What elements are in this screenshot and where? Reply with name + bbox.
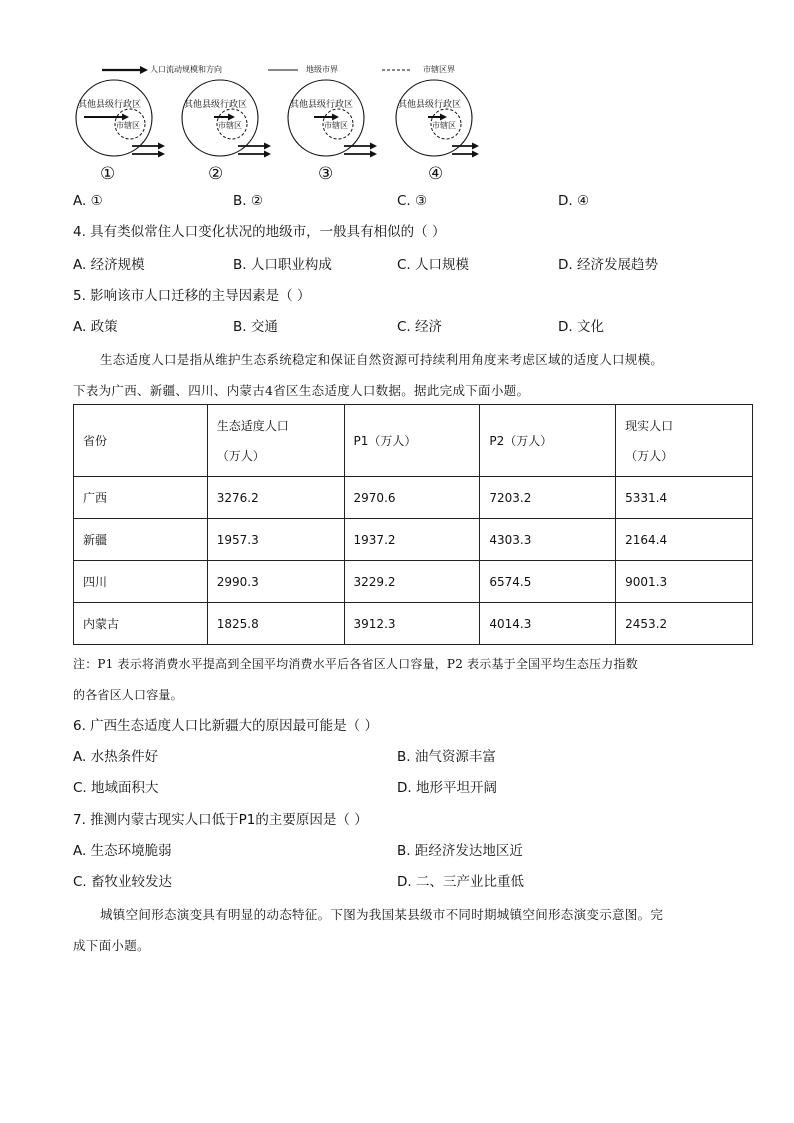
panel-number: ④ <box>428 164 444 184</box>
table-row <box>74 561 753 603</box>
header-eco-line-2: （万人） <box>216 448 265 463</box>
q3-option-a[interactable]: A. ① <box>73 193 103 209</box>
panel-1-graphic <box>72 78 174 184</box>
q3-option-c[interactable]: C. ③ <box>397 193 428 209</box>
q7-option-b[interactable]: B. 距经济发达地区近 <box>397 843 523 859</box>
cell-province: 广西 <box>74 477 208 519</box>
table-note-line-1: 注：P1 表示将消费水平提高到全国平均消费水平后各省区人口容量，P2 表示基于全国平均生态压力指数 <box>73 657 638 671</box>
header-eco-population <box>207 405 344 477</box>
table-note-line-2: 的各省区人口容量。 <box>73 688 183 702</box>
diagram-panel-4 <box>392 78 494 184</box>
intro-paragraph-line-2: 下表为广西、新疆、四川、内蒙古4省区生态适度人口数据。据此完成下面小题。 <box>73 383 530 398</box>
intro2-paragraph-line-1: 城镇空间形态演变具有明显的动态特征。下图为我国某县级市不同时期城镇空间形态演变示意图。完 <box>100 907 664 922</box>
panel-number: ① <box>100 164 116 184</box>
q7-option-d[interactable]: D. 二、三产业比重低 <box>397 874 524 890</box>
cell-p1: 3229.2 <box>344 561 480 603</box>
cell-eco: 3276.2 <box>207 477 344 519</box>
legend-district-label: 市辖区界 <box>423 65 455 74</box>
panel-number: ② <box>208 164 224 184</box>
q4-option-c[interactable]: C. 人口规模 <box>397 257 470 273</box>
cell-p2: 4303.3 <box>480 519 616 561</box>
table-header-row <box>74 405 753 477</box>
cell-province: 内蒙古 <box>74 603 208 645</box>
q5-option-c[interactable]: C. 经济 <box>397 319 443 335</box>
table-row <box>74 519 753 561</box>
q7-stem: 7. 推测内蒙古现实人口低于P1的主要原因是（ ） <box>73 812 368 828</box>
cell-real: 2453.2 <box>616 603 753 645</box>
cell-p1: 3912.3 <box>344 603 480 645</box>
outer-region-label: 其他县级行政区 <box>398 100 462 110</box>
q4-stem: 4. 具有类似常住人口变化状况的地级市，一般具有相似的（ ） <box>73 224 446 240</box>
eco-population-table <box>73 404 753 645</box>
outer-region-label: 其他县级行政区 <box>184 100 248 110</box>
panel-3-graphic <box>286 78 388 184</box>
cell-p1: 2970.6 <box>344 477 480 519</box>
legend-flow-label: 人口流动规模和方向 <box>150 65 222 74</box>
cell-p2: 7203.2 <box>480 477 616 519</box>
q3-option-b[interactable]: B. ② <box>233 193 263 209</box>
header-province: 省份 <box>74 405 208 477</box>
cell-eco: 1957.3 <box>207 519 344 561</box>
outer-region-label: 其他县级行政区 <box>290 100 354 110</box>
q4-option-d[interactable]: D. 经济发展趋势 <box>558 257 658 273</box>
cell-eco: 1825.8 <box>207 603 344 645</box>
outer-region-label: 其他县级行政区 <box>78 100 142 110</box>
cell-p2: 4014.3 <box>480 603 616 645</box>
panel-number: ③ <box>318 164 334 184</box>
table-row <box>74 603 753 645</box>
diagram-panel-3 <box>286 78 388 184</box>
cell-p1: 1937.2 <box>344 519 480 561</box>
diagram-panel-1 <box>72 78 174 184</box>
header-real-line-1: 现实人口 <box>625 418 674 433</box>
header-real-population <box>616 405 753 477</box>
inner-district-label: 市辖区 <box>432 121 456 130</box>
header-p2: P2（万人） <box>480 405 616 477</box>
legend-boundary-label: 地级市界 <box>306 65 338 74</box>
cell-real: 2164.4 <box>616 519 753 561</box>
cell-real: 9001.3 <box>616 561 753 603</box>
q6-stem: 6. 广西生态适度人口比新疆大的原因最可能是（ ） <box>73 718 378 734</box>
inner-district-label: 市辖区 <box>324 121 348 130</box>
cell-real: 5331.4 <box>616 477 753 519</box>
header-eco-line-1: 生态适度人口 <box>216 418 289 433</box>
panel-2-graphic <box>178 78 280 184</box>
cell-province: 新疆 <box>74 519 208 561</box>
inner-district-label: 市辖区 <box>116 121 140 130</box>
cell-province: 四川 <box>74 561 208 603</box>
q7-option-c[interactable]: C. 畜牧业较发达 <box>73 874 173 890</box>
q6-option-d[interactable]: D. 地形平坦开阔 <box>397 780 497 796</box>
q4-option-b[interactable]: B. 人口职业构成 <box>233 257 332 273</box>
inner-district-label: 市辖区 <box>218 121 242 130</box>
q5-option-b[interactable]: B. 交通 <box>233 319 278 335</box>
q6-option-b[interactable]: B. 油气资源丰富 <box>397 749 496 765</box>
table-row <box>74 477 753 519</box>
q4-option-a[interactable]: A. 经济规模 <box>73 257 145 273</box>
q6-option-c[interactable]: C. 地域面积大 <box>73 780 159 796</box>
cell-eco: 2990.3 <box>207 561 344 603</box>
q5-option-a[interactable]: A. 政策 <box>73 319 118 335</box>
intro2-paragraph-line-2: 成下面小题。 <box>73 938 150 953</box>
q5-stem: 5. 影响该市人口迁移的主导因素是（ ） <box>73 288 311 304</box>
q5-option-d[interactable]: D. 文化 <box>558 319 604 335</box>
header-real-line-2: （万人） <box>625 448 674 463</box>
diagram-panel-2 <box>178 78 280 184</box>
q6-option-a[interactable]: A. 水热条件好 <box>73 749 159 765</box>
header-p1: P1（万人） <box>344 405 480 477</box>
cell-p2: 6574.5 <box>480 561 616 603</box>
intro-paragraph-line-1: 生态适度人口是指从维护生态系统稳定和保证自然资源可持续利用角度来考虑区域的适度人口规模。 <box>100 352 664 367</box>
q3-option-d[interactable]: D. ④ <box>558 193 590 209</box>
q7-option-a[interactable]: A. 生态环境脆弱 <box>73 843 172 859</box>
